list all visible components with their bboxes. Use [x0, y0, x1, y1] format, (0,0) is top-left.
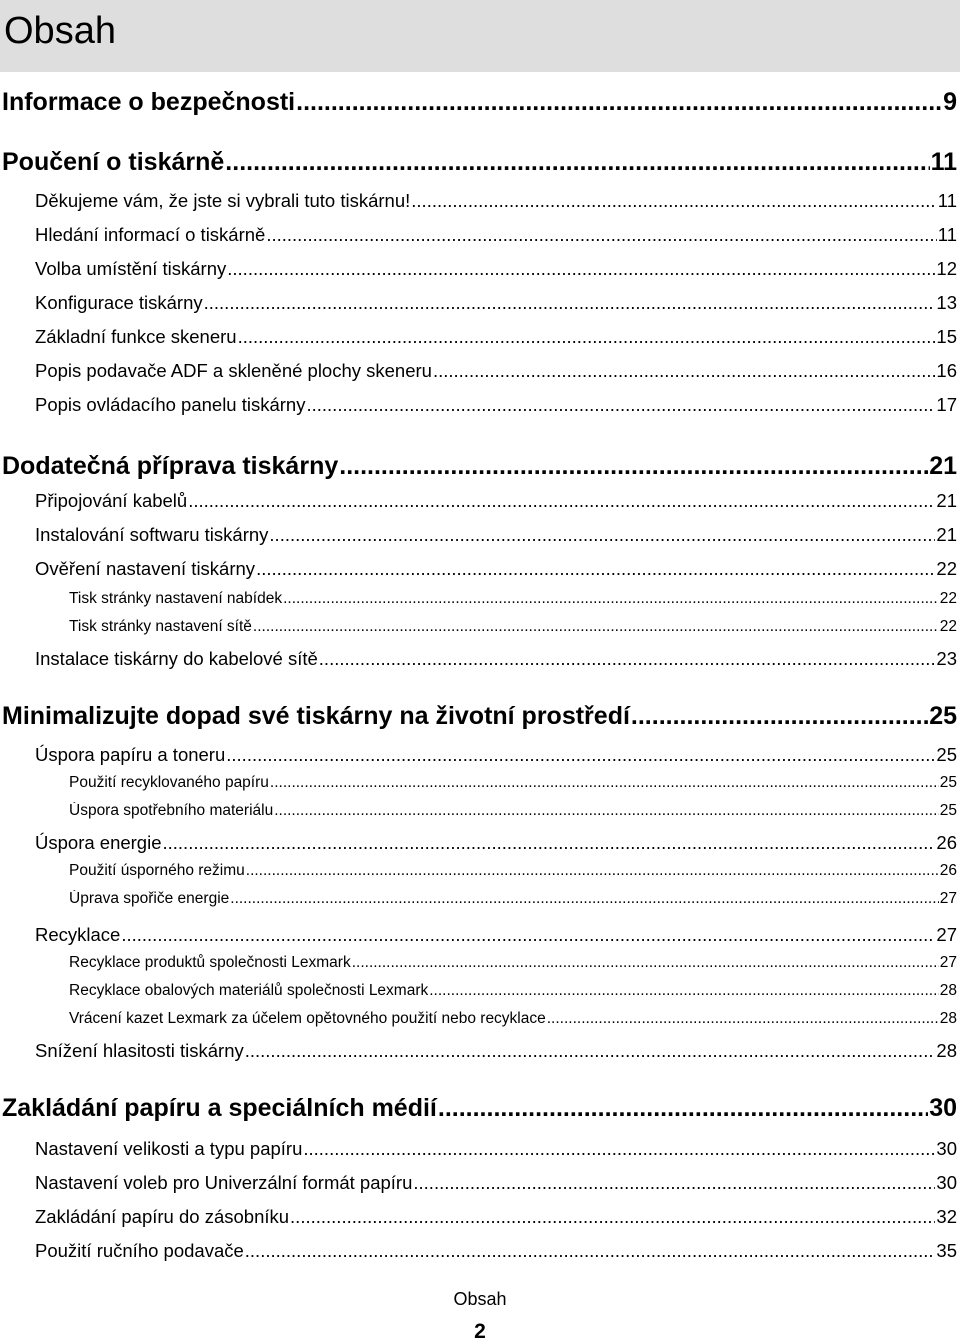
toc-entry-title: Popis ovládacího panelu tiskárny	[35, 394, 306, 415]
toc-leader-dots	[227, 258, 935, 280]
toc-entry[interactable]	[35, 292, 957, 314]
toc-entry[interactable]	[35, 1206, 957, 1228]
toc-leader-dots	[245, 1240, 936, 1262]
toc-entry-page: 17	[936, 394, 957, 415]
toc-leader-dots	[230, 890, 938, 908]
toc-entry-title: Vrácení kazet Lexmark za účelem opětovného použití nebo recyklace	[69, 1010, 546, 1027]
toc-entry-page: 23	[936, 648, 957, 669]
toc-entry-title: Recyklace	[35, 924, 121, 945]
toc-leader-dots	[270, 774, 939, 792]
toc-entry-title: Použití úsporného režimu	[69, 862, 245, 879]
toc-leader-dots	[245, 1040, 936, 1062]
toc-entry[interactable]	[69, 954, 957, 972]
toc-entry[interactable]	[35, 744, 957, 766]
toc-entry-title: Zakládání papíru do zásobníku	[35, 1206, 290, 1227]
toc-entry-page: 35	[936, 1240, 957, 1261]
toc-entry-page: 26	[939, 862, 957, 879]
toc-entry[interactable]	[35, 258, 957, 280]
toc-entry-page: 27	[936, 924, 957, 945]
toc-entry[interactable]	[35, 490, 957, 512]
toc-entry-page: 25	[929, 702, 957, 730]
toc-entry[interactable]	[2, 1094, 957, 1123]
toc-entry-title: Nastavení velikosti a typu papíru	[35, 1138, 303, 1159]
toc-entry[interactable]	[35, 360, 957, 382]
toc-entry[interactable]	[69, 1010, 957, 1028]
toc-entry-title: Dodatečná příprava tiskárny	[2, 452, 339, 480]
footer-page-number: 2	[474, 1320, 486, 1343]
footer-label: Obsah	[453, 1289, 507, 1309]
toc-leader-dots	[303, 1138, 935, 1160]
toc-entry-title: Minimalizujte dopad své tiskárny na životní prostředí	[2, 702, 630, 730]
toc-entry-title: Tisk stránky nastavení sítě	[69, 618, 252, 635]
toc-leader-dots	[246, 862, 939, 880]
toc-entry-title: Snížení hlasitosti tiskárny	[35, 1040, 244, 1061]
toc-entry[interactable]	[35, 524, 957, 546]
toc-entry-page: 22	[936, 558, 957, 579]
toc-leader-dots	[296, 88, 942, 117]
toc-leader-dots	[306, 394, 935, 416]
toc-entry-title: Recyklace obalových materiálů společnosti Lexmark	[69, 982, 429, 999]
toc-leader-dots	[290, 1206, 935, 1228]
toc-leader-dots	[163, 832, 936, 854]
toc-leader-dots	[413, 1172, 935, 1194]
toc-entry[interactable]	[35, 326, 957, 348]
toc-entry-title: Použití recyklovaného papíru	[69, 774, 269, 791]
toc-entry-title: Nastavení voleb pro Univerzální formát papíru	[35, 1172, 413, 1193]
toc-leader-dots	[253, 618, 939, 636]
toc-entry-page: 21	[936, 524, 957, 545]
toc-entry-page: 9	[943, 88, 957, 116]
toc-entry-title: Úspora papíru a toneru	[35, 744, 226, 765]
toc-leader-dots	[631, 702, 928, 731]
toc-entry-title: Konfigurace tiskárny	[35, 292, 203, 313]
toc-entry-page: 25	[936, 744, 957, 765]
toc-entry[interactable]	[2, 702, 957, 731]
toc-leader-dots	[547, 1010, 939, 1028]
toc-entry-page: 15	[936, 326, 957, 347]
toc-entry-title: Ověření nastavení tiskárny	[35, 558, 256, 579]
toc-entry-title: Recyklace produktů společnosti Lexmark	[69, 954, 351, 971]
toc-entry-page: 11	[937, 190, 957, 211]
toc-entry-page: 27	[939, 954, 957, 971]
toc-entry-title: Děkujeme vám, že jste si vybrali tuto tiskárnu!	[35, 190, 411, 211]
toc-entry-title: Hledání informací o tiskárně	[35, 224, 266, 245]
toc-leader-dots	[266, 224, 936, 246]
toc-entry-page: 25	[939, 774, 957, 791]
toc-entry-page: 28	[939, 982, 957, 999]
toc-entry-page: 30	[936, 1172, 957, 1193]
toc-entry[interactable]	[69, 890, 957, 908]
toc-leader-dots	[411, 190, 937, 212]
toc-entry[interactable]	[35, 394, 957, 416]
toc-entry-page: 32	[936, 1206, 957, 1227]
toc-entry-page: 25	[939, 802, 957, 819]
toc-entry-page: 11	[930, 148, 957, 176]
toc-entry-page: 13	[936, 292, 957, 313]
toc-entry[interactable]	[69, 618, 957, 636]
toc-entry-page: 27	[939, 890, 957, 907]
toc-leader-dots	[188, 490, 935, 512]
toc-entry[interactable]	[35, 924, 957, 946]
toc-entry-page: 30	[929, 1094, 957, 1122]
toc-entry-page: 28	[936, 1040, 957, 1061]
toc-leader-dots	[238, 326, 936, 348]
toc-entry[interactable]	[2, 148, 957, 177]
toc-entry-page: 28	[939, 1010, 957, 1027]
toc-leader-dots	[225, 148, 929, 177]
toc-entry-title: Úspora spotřebního materiálu	[69, 802, 274, 819]
toc-entry-title: Popis podavače ADF a skleněné plochy skeneru	[35, 360, 432, 381]
toc-leader-dots	[438, 1094, 928, 1123]
toc-leader-dots	[226, 744, 935, 766]
toc-entry[interactable]	[35, 558, 957, 580]
toc-entry[interactable]	[69, 982, 957, 1000]
toc-leader-dots	[269, 524, 935, 546]
toc-entry-page: 30	[936, 1138, 957, 1159]
page-title: Obsah	[4, 10, 116, 52]
toc-leader-dots	[429, 982, 939, 1000]
toc-entry-title: Instalování softwaru tiskárny	[35, 524, 269, 545]
toc-entry[interactable]	[35, 648, 957, 670]
toc-entry-page: 22	[939, 590, 957, 607]
toc-entry[interactable]	[69, 862, 957, 880]
title-bar	[0, 0, 960, 72]
toc-leader-dots	[319, 648, 936, 670]
toc-entry-title: Použití ručního podavače	[35, 1240, 244, 1261]
toc-entry[interactable]	[35, 1240, 957, 1262]
toc-entry[interactable]	[69, 774, 957, 792]
toc-entry[interactable]	[69, 590, 957, 608]
toc-entry-title: Zakládání papíru a speciálních médií	[2, 1094, 437, 1122]
toc-leader-dots	[274, 802, 939, 820]
toc-leader-dots	[352, 954, 939, 972]
toc-leader-dots	[339, 452, 928, 481]
toc-leader-dots	[283, 590, 939, 608]
toc-entry-page: 26	[936, 832, 957, 853]
toc-entry[interactable]	[35, 224, 957, 246]
toc-entry-page: 22	[939, 618, 957, 635]
toc-entry[interactable]	[35, 832, 957, 854]
toc-entry-title: Úspora energie	[35, 832, 162, 853]
toc-leader-dots	[121, 924, 935, 946]
toc-entry-title: Volba umístění tiskárny	[35, 258, 227, 279]
toc-entry-title: Základní funkce skeneru	[35, 326, 237, 347]
toc-leader-dots	[256, 558, 935, 580]
toc-entry[interactable]	[2, 452, 957, 481]
toc-entry[interactable]	[35, 190, 957, 212]
toc-entry-page: 21	[936, 490, 957, 511]
toc-leader-dots	[433, 360, 935, 382]
toc-entry-title: Informace o bezpečnosti	[2, 88, 296, 116]
toc-entry-page: 21	[929, 452, 957, 480]
toc-entry[interactable]	[35, 1138, 957, 1160]
toc-entry-title: Tisk stránky nastavení nabídek	[69, 590, 283, 607]
toc-entry-title: Připojování kabelů	[35, 490, 188, 511]
toc-entry-title: Poučení o tiskárně	[2, 148, 225, 176]
toc-entry[interactable]	[2, 88, 957, 117]
toc-leader-dots	[204, 292, 936, 314]
toc-entry[interactable]	[35, 1172, 957, 1194]
toc-entry-page: 16	[936, 360, 957, 381]
toc-entry[interactable]	[35, 1040, 957, 1062]
toc-entry[interactable]	[69, 802, 957, 820]
toc-entry-title: Úprava spořiče energie	[69, 890, 230, 907]
toc-entry-title: Instalace tiskárny do kabelové sítě	[35, 648, 318, 669]
toc-entry-page: 11	[937, 224, 957, 245]
toc-entry-page: 12	[936, 258, 957, 279]
